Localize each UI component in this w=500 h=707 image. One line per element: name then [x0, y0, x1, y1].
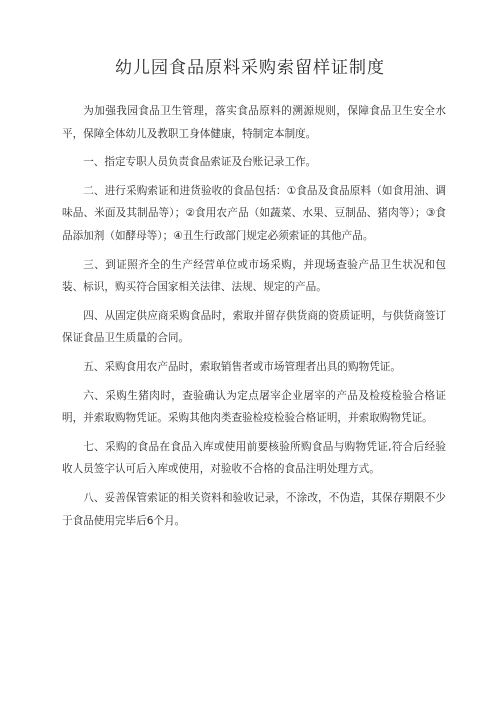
- paragraph-item-4: 四、从固定供应商采购食品时，索取并留存供货商的资质证明，与供货商签订保证食品卫生质量的合同。: [62, 309, 446, 345]
- page-title: 幼儿园食品原料采购索留样证制度: [115, 58, 385, 78]
- paragraph-item-3: 三、到证照齐全的生产经营单位或市场采购，并现场查验产品卫生状况和包装、标识，购买符合国家相关法律、法规、规定的产品。: [62, 258, 446, 294]
- paragraph-item-8: 八、妥善保管索证的相关资料和验收记录，不涂改，不伪造，其保存期限不少于食品使用完毕后6个月。: [62, 491, 446, 527]
- paragraph-intro: 为加强我园食品卫生管理，落实食品原料的溯源规则，保障食品卫生安全水平，保障全体幼儿及教职工身体健康，特制定本制度。: [62, 105, 446, 140]
- document-body: [62, 100, 446, 538]
- paragraph-item-1: 一、指定专职人员负责食品索证及台账记录工作。: [83, 156, 317, 169]
- paragraph-item-2: 二、进行采购索证和进货验收的食品包括：①食品及食品原料（如食用油、调味品、米面及其制品等）；②食用农产品（如蔬菜、水果、豆制品、猪肉等）；③食品添加剂（如酵母等）；④丑生行政部门规定必须索证的其他产品。: [62, 184, 446, 242]
- paragraph-item-7: 七、采购的食品在食品入库或使用前要核验所购食品与购物凭证,符合后经验收人员签字认可后入库或使用，对验收不合格的食品注明处理方式。: [62, 440, 446, 476]
- paragraph-item-5: 五、采购食用农产品时，索取销售者或市场管理者出具的购物凭证。: [83, 360, 401, 373]
- paragraph-item-6: 六、采购生猪肉时，查验确认为定点屠宰企业屠宰的产品及检疫检验合格证明，并索取购物凭证。采购其他肉类查验检疫检验合格证明，并索取购物凭证。: [62, 389, 446, 425]
